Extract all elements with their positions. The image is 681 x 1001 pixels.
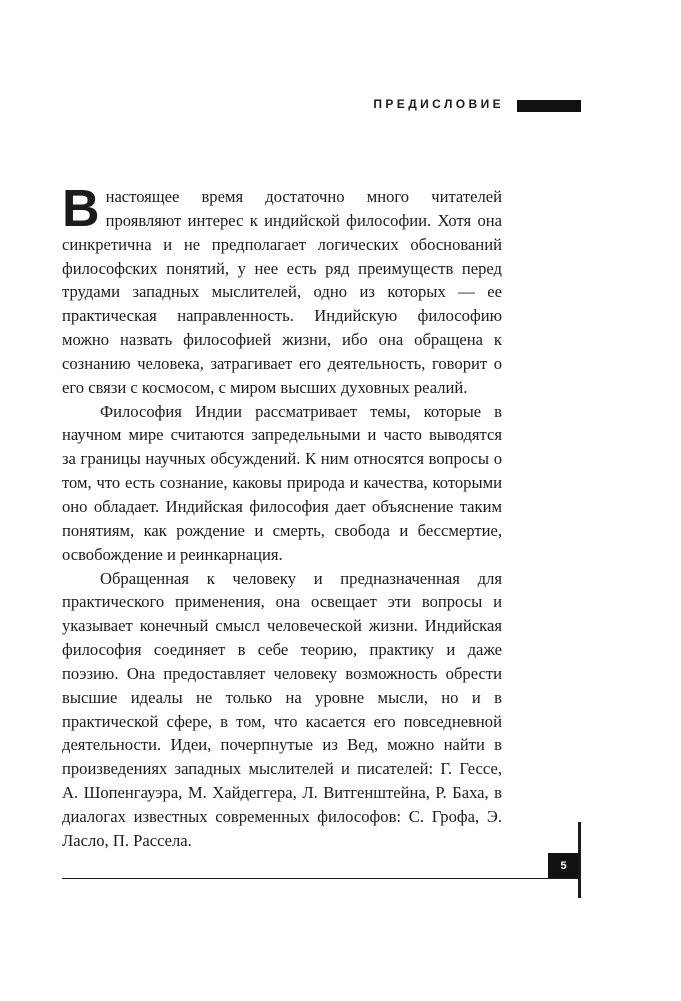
running-header	[0, 0, 681, 120]
paragraph-2: Философия Индии рассматривает темы, которые в научном мире считаются запредельными и часто выводятся за границы научных обсуждений. К ним относятся вопросы о том, что есть сознание, каковы природа и качества, которыми оно обладает. Индийская философия дает объяснение таким понятиям, как рождение и смерть, свобода и бессмертие, освобождение и реинкарнация.	[62, 401, 502, 564]
main-text	[62, 180, 502, 853]
section-title: ПРЕДИСЛОВИЕ	[373, 97, 504, 111]
paragraph-3: Обращенная к человеку и предназначенная для практического применения, она освещает эти вопросы и указывает конечный смысл человеческой жизни. Индийская философия соединяет в себе теорию, практику и даже поэзию. Она предоставляет человеку возможность обрести высшие идеалы не только на уровне мысли, но и в практической сфере, в том, что касается его повседневной деятельности. Идеи, почерпнутые из Вед, можно найти в произведениях западных мыслителей и писателей: Г. Гессе, А. Шопенгауэра, М. Хайдеггера, Л. Витгенштейна, Р. Баха, в диалогах известных современных философов: С. Грофа, Э. Ласло, П. Рассела.	[62, 568, 502, 850]
paragraph-1	[62, 180, 502, 400]
drop-cap: В	[62, 180, 100, 238]
footer-rule	[62, 878, 580, 879]
header-bar-decoration	[517, 100, 581, 112]
page-number: 5	[548, 853, 579, 878]
paragraph-1-text: настоящее время достаточно много читателей проявляют интерес к индийской философии. Хотя она синкретична и не предполагает логических обоснований философских понятий, у нее есть ряд преимуществ перед трудами западных мыслителей, одно из которых — ее практическая направленность. Индийскую философию можно назвать философией жизни, ибо она обращена к сознанию человека, затрагивает его деятельность, говорит о его связи с космосом, с миром высших духовных реалий.	[62, 187, 502, 397]
